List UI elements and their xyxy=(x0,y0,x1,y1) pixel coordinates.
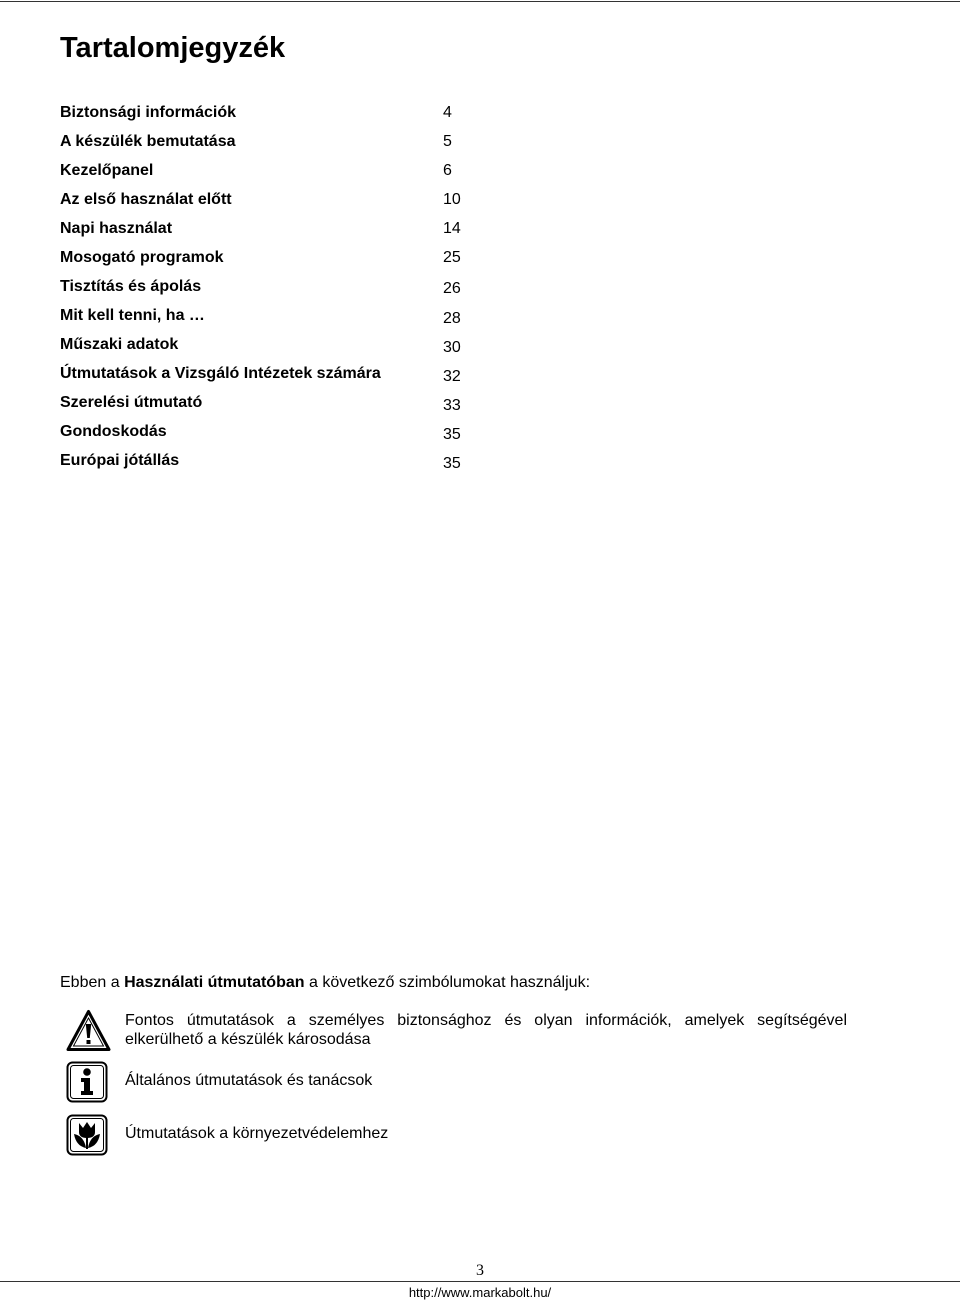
toc-page-number: 33 xyxy=(443,397,461,414)
symbols-intro-before: Ebben a xyxy=(60,974,120,991)
toc-row xyxy=(60,185,480,214)
toc-entry-title: Mit kell tenni, ha … xyxy=(60,307,205,324)
toc-page-number: 32 xyxy=(443,368,461,385)
footer-page-number: 3 xyxy=(476,1262,484,1279)
symbols-intro-emphasis: Használati útmutatóban xyxy=(124,974,305,991)
page-title: Tartalomjegyzék xyxy=(60,32,286,64)
warning-symbol-text: Fontos útmutatások a személyes biztonsághoz és olyan információk, amelyek segítségével elkerülhető a készülék károsodása xyxy=(125,1012,847,1048)
toc-entry-title: Napi használat xyxy=(60,220,173,237)
toc-row xyxy=(60,156,480,185)
toc-row xyxy=(60,446,480,475)
toc-row xyxy=(60,330,480,359)
toc-entry-title: Kezelőpanel xyxy=(60,162,154,179)
footer-url: http://www.markabolt.hu/ xyxy=(408,1285,552,1300)
toc-page-number: 10 xyxy=(443,191,461,208)
toc-entry-title: Műszaki adatok xyxy=(60,336,179,353)
environment-icon xyxy=(66,1114,108,1156)
toc-row xyxy=(60,272,480,301)
toc-entry-title: Az első használat előtt xyxy=(60,191,232,208)
toc-row xyxy=(60,359,480,388)
toc-page-number: 4 xyxy=(443,104,452,121)
top-divider xyxy=(0,1,960,2)
table-of-contents xyxy=(60,98,480,475)
toc-entry-title: Tisztítás és ápolás xyxy=(60,278,202,295)
toc-page-number: 35 xyxy=(443,455,461,472)
symbols-intro xyxy=(60,973,590,993)
toc-row xyxy=(60,127,480,156)
toc-entry-title: Mosogató programok xyxy=(60,249,224,266)
toc-entry-title: Európai jótállás xyxy=(60,452,180,469)
toc-row xyxy=(60,214,480,243)
toc-row xyxy=(60,243,480,272)
toc-entry-title: Biztonsági információk xyxy=(60,104,237,121)
toc-page-number: 5 xyxy=(443,133,452,150)
info-symbol-text: Általános útmutatások és tanácsok xyxy=(125,1072,373,1089)
symbols-intro-after: a következő szimbólumokat használjuk: xyxy=(308,974,591,991)
footer-divider xyxy=(0,1281,960,1282)
toc-entry-title: Szerelési útmutató xyxy=(60,394,203,411)
toc-row xyxy=(60,417,480,446)
toc-page-number: 14 xyxy=(443,220,461,237)
toc-page-number: 28 xyxy=(443,310,461,327)
toc-entry-title: A készülék bemutatása xyxy=(60,133,236,150)
toc-entry-title: Gondoskodás xyxy=(60,423,167,440)
toc-row xyxy=(60,98,480,127)
toc-page-number: 6 xyxy=(443,162,452,179)
toc-entry-title: Útmutatások a Vizsgáló Intézetek számára xyxy=(60,365,381,382)
info-icon xyxy=(66,1061,108,1103)
environment-symbol-text: Útmutatások a környezetvédelemhez xyxy=(125,1125,389,1142)
toc-page-number: 26 xyxy=(443,280,461,297)
toc-row xyxy=(60,388,480,417)
toc-page-number: 35 xyxy=(443,426,461,443)
warning-icon xyxy=(66,1009,111,1052)
toc-page-number: 25 xyxy=(443,249,461,266)
toc-row xyxy=(60,301,480,330)
toc-page-number: 30 xyxy=(443,339,461,356)
